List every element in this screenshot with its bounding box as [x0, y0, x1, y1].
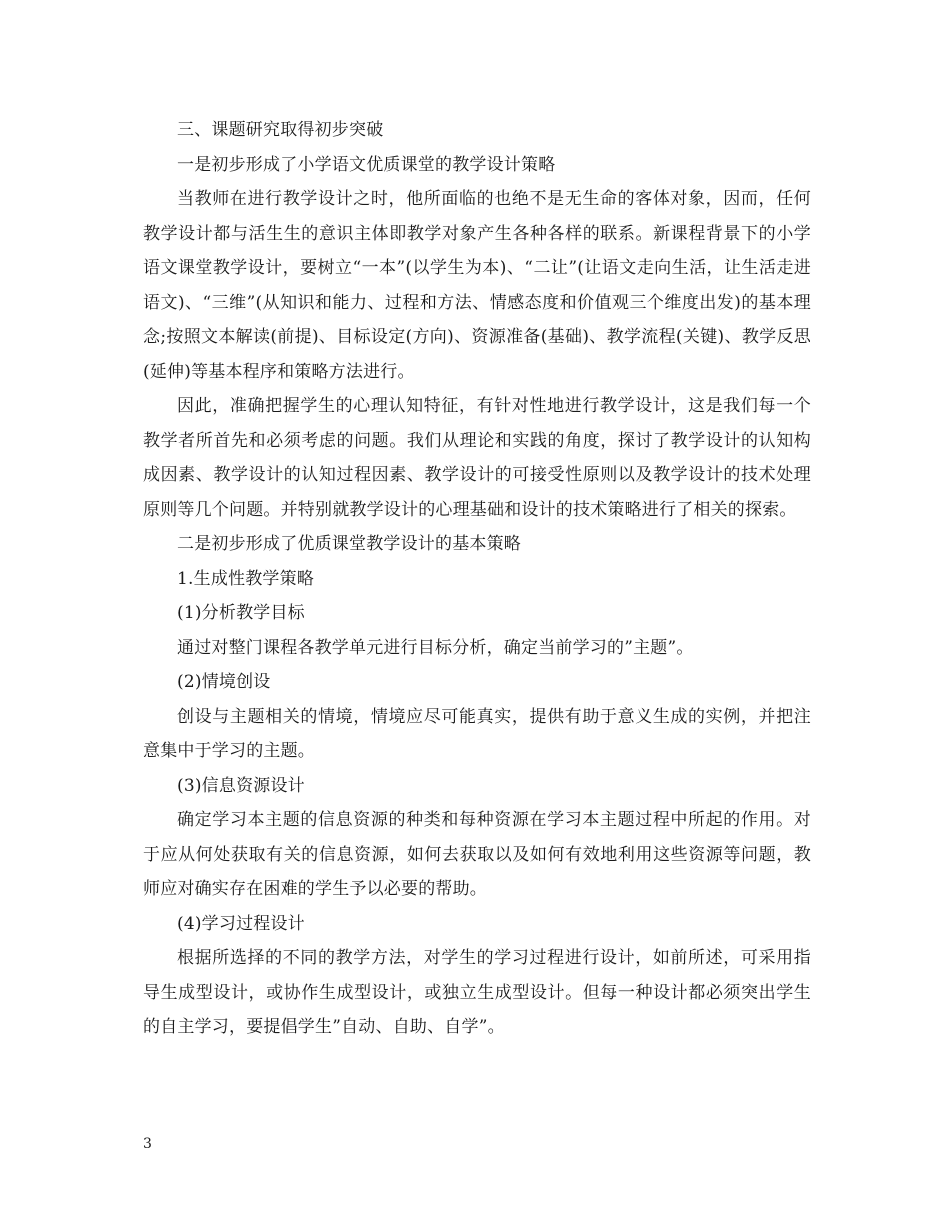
list-item-heading: (3)信息资源设计 — [177, 775, 305, 796]
document-body — [143, 113, 811, 1045]
body-paragraph: 当教师在进行教学设计之时，他所面临的也绝不是无生命的客体对象，因而，任何教学设计都与活生生的意识主体即教学对象产生各种各样的联系。新课程背景下的小学语文课堂教学设计，要树立“一本”(以学生为本)、“二让”(让语文走向生活，让生活走进语文)、“三维”(从知识和能力、过程和方法、情感态度和价值观三个维度出发)的基本理念;按照文本解读(前提)、目标设定(方向)、资源准备(基础)、教学流程(关键)、教学反思(延伸)等基本程序和策略方法进行。 — [143, 189, 811, 382]
list-item-heading: (2)情境创设 — [177, 672, 271, 692]
body-paragraph: 确定学习本主题的信息资源的种类和每种资源在学习本主题过程中所起的作用。对于应从何处获取有关的信息资源，如何去获取以及如何有效地利用这些资源等问题，教师应对确实存在困难的学生予以必要的帮助。 — [143, 810, 811, 899]
body-paragraph: 因此，准确把握学生的心理认知特征，有针对性地进行教学设计，这是我们每一个教学者所首先和必须考虑的问题。我们从理论和实践的角度，探讨了教学设计的认知构成因素、教学设计的认知过程因素、教学设计的可接受性原则以及教学设计的技术处理原则等几个问题。并特别就教学设计的心理基础和设计的技术策略进行了相关的探索。 — [143, 396, 811, 520]
subheading-strategy-one: 一是初步形成了小学语文优质课堂的教学设计策略 — [177, 154, 556, 175]
list-item-heading: (4)学习过程设计 — [177, 913, 305, 934]
subheading-strategy-two: 二是初步形成了优质课堂教学设计的基本策略 — [177, 534, 521, 554]
page-number: 3 — [143, 1136, 152, 1152]
body-paragraph: 创设与主题相关的情境，情境应尽可能真实，提供有助于意义生成的实例，并把注意集中于学习的主题。 — [143, 706, 811, 761]
list-item-heading: (1)分析教学目标 — [177, 603, 305, 623]
list-heading: 1.生成性教学策略 — [177, 568, 315, 589]
body-paragraph: 通过对整门课程各教学单元进行目标分析，确定当前学习的”主题”。 — [177, 637, 694, 658]
body-paragraph: 根据所选择的不同的教学方法，对学生的学习过程进行设计，如前所述，可采用指导生成型设计，或协作生成型设计，或独立生成型设计。但每一种设计都必须突出学生的自主学习，要提倡学生”自动、自助、自学”。 — [143, 948, 811, 1037]
section-heading: 三、课题研究取得初步突破 — [177, 120, 384, 140]
